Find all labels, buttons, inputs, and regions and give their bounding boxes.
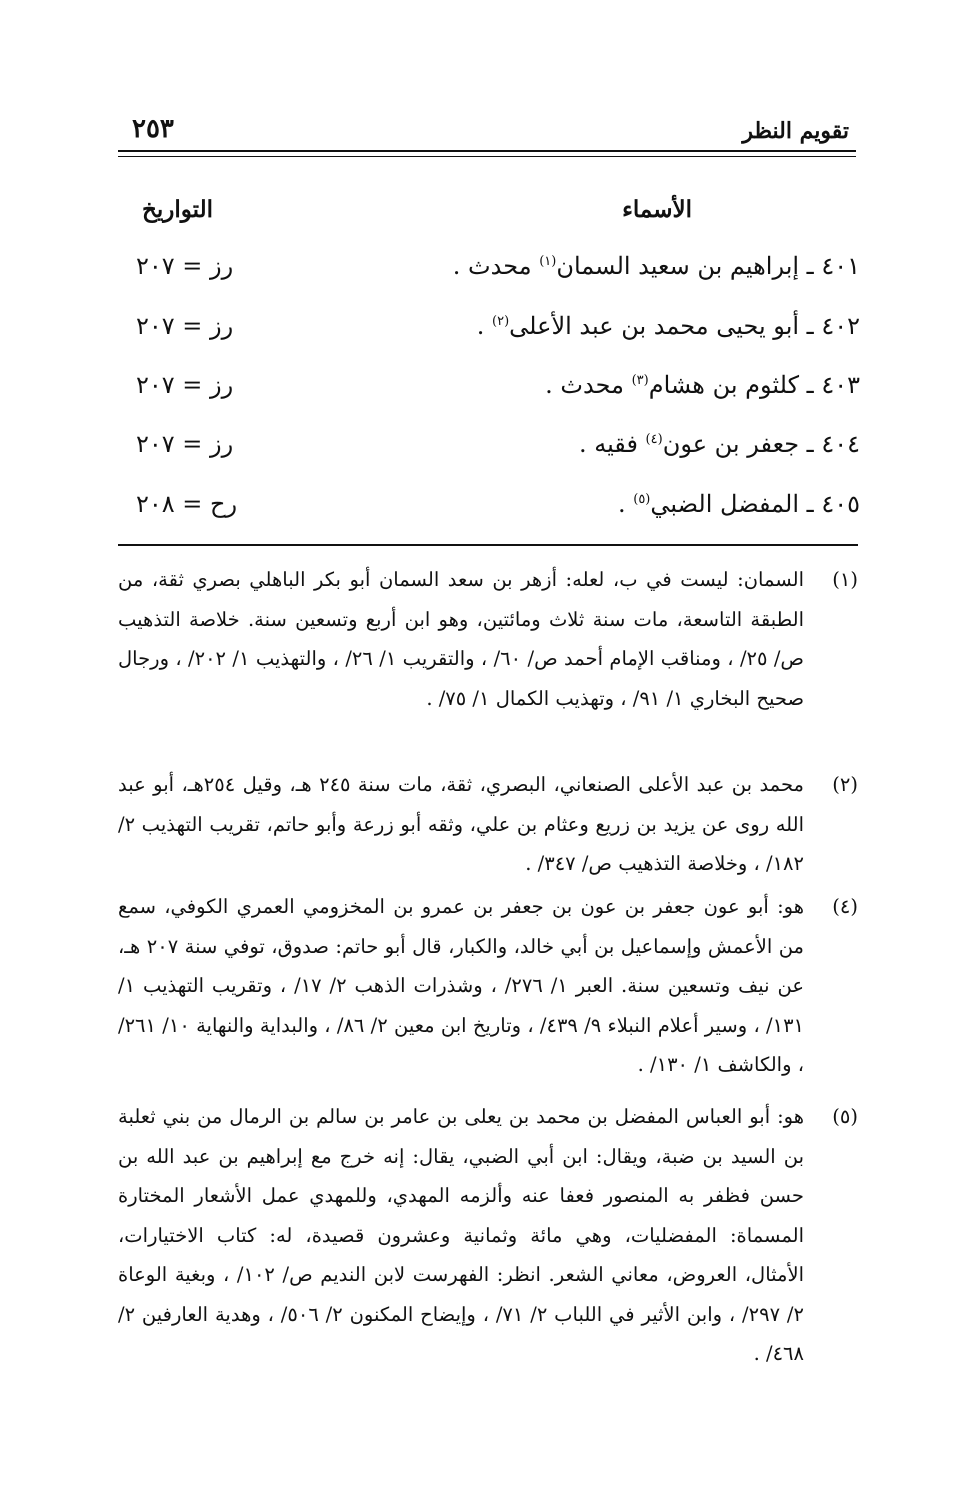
footnote-ref[interactable]: (١) — [539, 254, 557, 269]
entry-403 — [118, 371, 860, 411]
footnote-marker: (١) — [832, 568, 858, 591]
footnote-ref[interactable]: (٥) — [633, 492, 651, 507]
footnote-text: هو: أبو العباس المفضل بن محمد بن يعلى بن عامر بن سالم بن الرمال من بني ثعلبة بن السيد بن ضبة، ويقال: ابن أبي الضبي، يقال: إنه خرج مع إبراهيم بن عبد الله بن حسن فظفر به المنصور فعفا عنه وألزمه المهدي، وللمهدي عمل الأشعار المختارة المسماة: المفضليات، وهي مائة وثمانية وعشرون قصيدة، له: كتاب الاختيارات، الأمثال، العروض، معاني الشعر. انظر: الفهرست لابن النديم ص/ ١٠٢/ ، وبغية الوعاة ٢/ ٢٩٧/ ، وابن الأثير في اللباب ٢/ ٧١/ ، وإيضاح المكنون ٢/ ٥٠٦/ ، وهدية العارفين ٢/ ٤٦٨/ . — [118, 1105, 805, 1365]
entry-name: ٤٠٣ ـ كلثوم بن هشام$^{(٣)}$ محدث . — [545, 371, 860, 399]
entry-405 — [118, 490, 860, 530]
page-number: ٢٥٣ — [132, 114, 174, 144]
entry-name: ٤٠٥ ـ المفضل الضبي$^{(٥)}$ . — [617, 490, 860, 518]
entry-name: ٤٠٢ ـ أبو يحيى محمد بن عبد الأعلى$^{(٢)}$ . — [476, 312, 860, 340]
entry-name: ٤٠٤ ـ جعفر بن عون$^{(٤)}$ فقيه . — [578, 430, 860, 458]
entry-402 — [118, 312, 860, 352]
entry-date: رز = ٢٠٧ — [136, 371, 234, 399]
footnote-separator — [118, 544, 858, 546]
footnote-2 — [118, 765, 858, 884]
entry-404 — [118, 430, 860, 470]
footnote-text: هو: أبو عون جعفر بن عون بن جعفر بن عمرو بن المخزومي العمري الكوفي، سمع من الأعمش وإسماعيل بن أبي خالد، والكبار، قال أبو حاتم: صدوق، توفي سنة ٢٠٧ هـ، عن نيف وتسعين سنة. العبر ١/ ٢٧٦/ ، وشذرات الذهب ٢/ ١٧/ ، وتقريب التهذيب ١/ ١٣١/ ، وسير أعلام النبلاء ٩/ ٤٣٩/ ، وتاريخ ابن معين ٢/ ٨٦/ ، والبداية والنهاية ١٠/ ٢٦١/ ، والكاشف ١/ ١٣٠/ . — [118, 895, 805, 1076]
entry-date: رز = ٢٠٧ — [136, 312, 234, 340]
column-header-names: الأسماء — [622, 196, 692, 223]
footnote-text: محمد بن عبد الأعلى الصنعاني، البصري، ثقة، مات سنة ٢٤٥ هـ، وقيل ٢٥٤هـ، أبو عبد الله روى عن يزيد بن زريع وعثام بن علي، وثقه أبو زرعة وأبو حاتم، تقريب التهذيب ٢/ ١٨٢/ ، وخلاصة التذهيب ص/ ٣٤٧/ . — [118, 773, 804, 875]
entry-date: رز = ٢٠٧ — [136, 252, 234, 280]
entry-date: رز = ٢٠٧ — [136, 430, 234, 458]
footnote-5 — [118, 1097, 858, 1374]
running-header-title: تقويم النظر — [742, 118, 849, 144]
entry-401 — [118, 252, 860, 292]
entry-name: ٤٠١ ـ إبراهيم بن سعيد السمان$^{(١)}$ محدث . — [452, 252, 860, 280]
footnote-text: السمان: ليست في ب، لعله: أزهر بن سعد السمان أبو بكر الباهلي بصري ثقة، من الطبقة التاسعة، مات سنة ثلاث ومائتين، وهو ابن أربع وتسعين سنة. خلاصة التذهيب ص/ ٢٥/ ، ومناقب الإمام أحمد ص/ ٦٠/ ، والتقريب ١/ ٢٦/ ، والتهذيب ١/ ٢٠٢/ ، ورجال صحيح البخاري ١/ ٩١/ ، وتهذيب الكمال ١/ ٧٥/ . — [118, 568, 804, 710]
footnote-ref[interactable]: (٢) — [492, 314, 510, 329]
footnote-marker: (٤) — [832, 895, 858, 918]
footnote-1 — [118, 560, 858, 718]
header-rule-thin — [118, 156, 856, 157]
footnote-marker: (٥) — [832, 1105, 858, 1128]
footnote-ref[interactable]: (٤) — [645, 432, 663, 447]
column-header-dates: التواريخ — [142, 196, 213, 223]
header-rule-thick — [118, 150, 856, 152]
footnote-marker: (٢) — [832, 773, 858, 796]
footnote-4 — [118, 887, 858, 1085]
footnote-ref[interactable]: (٣) — [631, 373, 649, 388]
entry-date: رح = ٢٠٨ — [136, 490, 238, 518]
